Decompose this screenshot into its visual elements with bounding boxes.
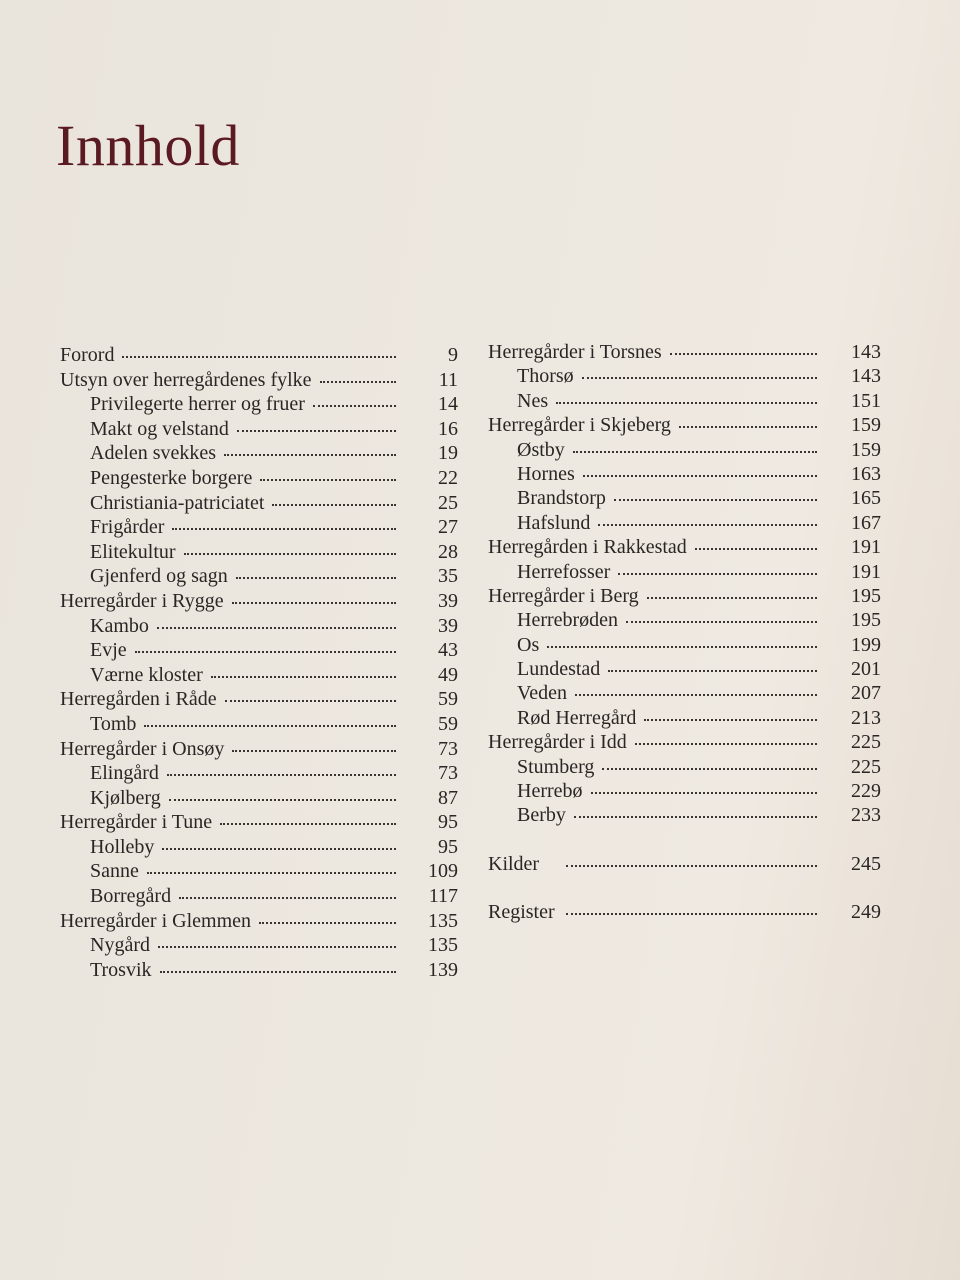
page-number: 167 [851, 511, 881, 534]
dot-leader [179, 896, 396, 899]
dot-leader [172, 527, 396, 530]
page-number: 73 [438, 762, 458, 785]
toc-entry [488, 463, 881, 487]
entry-title: Herregården i Rakkestad [488, 536, 687, 559]
page-number: 95 [438, 811, 458, 834]
page-number: 191 [851, 536, 881, 559]
page-number: 25 [438, 491, 458, 514]
toc-entry [60, 467, 458, 492]
entry-title: Herregårder i Rygge [60, 589, 224, 612]
page-number: 225 [851, 755, 881, 778]
dot-leader [547, 645, 817, 648]
entry-title: Herregårder i Skjeberg [488, 414, 671, 437]
entry-title: Brandstorp [517, 487, 606, 510]
toc-entry [60, 565, 458, 590]
entry-title: Herrebrøden [517, 609, 619, 632]
toc-entry [488, 512, 881, 536]
page-number: 14 [438, 393, 458, 416]
dot-leader [313, 404, 396, 407]
page-number: 207 [851, 682, 881, 705]
toc-entry [60, 516, 458, 541]
entry-title: Nes [517, 389, 549, 412]
toc-entry [60, 369, 458, 394]
entry-title: Nygård [90, 934, 150, 957]
dot-leader [598, 523, 817, 526]
dot-leader [626, 620, 817, 623]
entry-title: Hafslund [517, 511, 591, 534]
page-number: 225 [851, 731, 881, 754]
dot-leader [237, 429, 396, 432]
toc-entry [488, 585, 881, 609]
dot-leader [618, 572, 817, 575]
dot-leader [644, 718, 817, 721]
dot-leader [158, 945, 396, 948]
entry-title: Herregårder i Berg [488, 584, 639, 607]
page-number: 195 [851, 609, 881, 632]
entry-title: Frigårder [90, 516, 165, 539]
toc-entry [488, 731, 881, 755]
page-number: 143 [851, 341, 881, 363]
toc-entry [60, 590, 458, 615]
toc-entry [60, 418, 458, 443]
entry-title: Veden [517, 682, 567, 705]
page-number: 135 [428, 934, 458, 957]
entry-title: Herregårder i Onsøy [60, 737, 225, 760]
page-number: 139 [428, 958, 458, 981]
page-number: 245 [851, 852, 881, 875]
dot-leader [591, 791, 817, 794]
page-number: 35 [438, 565, 458, 588]
toc-entry [60, 664, 458, 689]
entry-title: Kambo [90, 614, 149, 637]
entry-title: Tomb [90, 712, 137, 735]
toc-entry [60, 688, 458, 713]
toc-left-column [60, 344, 458, 983]
page-number: 39 [438, 589, 458, 612]
dot-leader [608, 669, 817, 672]
entry-title: Hornes [517, 462, 575, 485]
page-number: 159 [851, 414, 881, 437]
toc-entry [60, 836, 458, 861]
dot-leader [573, 450, 817, 453]
page-number: 95 [438, 835, 458, 858]
toc-entry [60, 442, 458, 467]
toc-end-entry-wrap [488, 853, 881, 901]
dot-leader [679, 425, 817, 428]
dot-leader [236, 576, 396, 579]
dot-leader [167, 773, 396, 776]
dot-leader [635, 742, 817, 745]
page-number: 19 [438, 442, 458, 465]
toc-entry [60, 713, 458, 738]
toc-entry [60, 959, 458, 984]
toc-entry [488, 609, 881, 633]
dot-leader [232, 601, 396, 604]
dot-leader [272, 503, 396, 506]
toc-entry [488, 804, 881, 828]
dot-leader [157, 626, 396, 629]
entry-title: Register [488, 901, 555, 924]
section-spacer [488, 877, 881, 901]
dot-leader [614, 498, 817, 501]
page-number: 143 [851, 365, 881, 388]
entry-title: Herregården i Råde [60, 688, 217, 711]
entry-title: Kilder [488, 852, 540, 875]
entry-title: Elitekultur [90, 540, 176, 563]
page-number: 151 [851, 389, 881, 412]
page-number: 117 [428, 885, 458, 908]
page-number: 249 [851, 901, 881, 924]
page-number: 22 [438, 466, 458, 489]
page-number: 233 [851, 804, 881, 827]
entry-title: Christiania-patriciatet [90, 491, 265, 514]
entry-title: Thorsø [517, 365, 574, 388]
dot-leader [211, 675, 396, 678]
dot-leader [135, 650, 396, 653]
entry-title: Pengesterke borgere [90, 466, 253, 489]
page-number: 109 [428, 860, 458, 883]
entry-title: Herrebø [517, 780, 583, 803]
toc-entry [488, 634, 881, 658]
entry-title: Privilegerte herrer og fruer [90, 393, 305, 416]
page-number: 199 [851, 633, 881, 656]
dot-leader [220, 822, 396, 825]
toc-entry [60, 787, 458, 812]
entry-title: Os [517, 633, 540, 656]
dot-leader [122, 355, 396, 358]
toc-entry [60, 910, 458, 935]
toc-entry [60, 885, 458, 910]
page-number: 16 [438, 417, 458, 440]
dot-leader [566, 912, 817, 915]
toc-entry [488, 341, 881, 365]
dot-leader [602, 767, 817, 770]
dot-leader [320, 380, 396, 383]
page-number: 59 [438, 688, 458, 711]
toc-entry [60, 393, 458, 418]
toc-entry [60, 811, 458, 836]
entry-title: Borregård [90, 885, 172, 908]
dot-leader [556, 401, 817, 404]
page-number: 159 [851, 438, 881, 461]
page-number: 163 [851, 462, 881, 485]
entry-title: Herregårder i Glemmen [60, 909, 252, 932]
page-number: 28 [438, 540, 458, 563]
entry-title: Herrefosser [517, 560, 611, 583]
dot-leader [184, 552, 396, 555]
page-number: 39 [438, 614, 458, 637]
toc-entry [488, 536, 881, 560]
entry-title: Rød Herregård [517, 706, 637, 729]
page-number: 195 [851, 584, 881, 607]
page-number: 213 [851, 706, 881, 729]
entry-title: Utsyn over herregårdenes fylke [60, 368, 312, 391]
entry-title: Herregårder i Tune [60, 811, 213, 834]
entry-title: Gjenferd og sagn [90, 565, 228, 588]
toc-entry [488, 707, 881, 731]
toc-entry [60, 639, 458, 664]
dot-leader [695, 547, 817, 550]
dot-leader [224, 453, 396, 456]
toc-entry [60, 934, 458, 959]
entry-title: Makt og velstand [90, 417, 229, 440]
page-number: 229 [851, 780, 881, 803]
dot-leader [147, 871, 396, 874]
entry-title: Sanne [90, 860, 139, 883]
toc-entry [488, 756, 881, 780]
dot-leader [575, 693, 817, 696]
toc-entry [488, 658, 881, 682]
entry-title: Værne kloster [90, 663, 203, 686]
dot-leader [232, 749, 396, 752]
page-number: 11 [438, 368, 458, 391]
page-number: 87 [438, 786, 458, 809]
section-spacer [488, 829, 881, 853]
toc-entry [488, 901, 881, 925]
dot-leader [574, 815, 817, 818]
toc-end-entry-wrap [488, 901, 881, 925]
page-number: 165 [851, 487, 881, 510]
dot-leader [144, 724, 396, 727]
dot-leader [160, 970, 396, 973]
toc-entry [60, 738, 458, 763]
page-number: 201 [851, 658, 881, 681]
toc-entry [488, 365, 881, 389]
dot-leader [670, 352, 817, 355]
page-number: 9 [448, 344, 458, 366]
toc-entry [488, 439, 881, 463]
toc-entry [488, 487, 881, 511]
entry-title: Elingård [90, 762, 159, 785]
page-number: 191 [851, 560, 881, 583]
page-number: 59 [438, 712, 458, 735]
entry-title: Stumberg [517, 755, 595, 778]
entry-title: Herregårder i Idd [488, 731, 627, 754]
entry-title: Herregårder i Torsnes [488, 341, 662, 363]
entry-title: Evje [90, 639, 127, 662]
toc-entry [60, 762, 458, 787]
toc-entry [488, 853, 881, 877]
page-number: 135 [428, 909, 458, 932]
toc-right-column [488, 341, 881, 926]
dot-leader [647, 596, 817, 599]
toc-entry [60, 615, 458, 640]
page-title: Innhold [56, 113, 240, 178]
entry-title: Forord [60, 344, 115, 366]
toc-entry [488, 682, 881, 706]
page-number: 49 [438, 663, 458, 686]
dot-leader [259, 921, 396, 924]
dot-leader [169, 798, 396, 801]
toc-entry [60, 860, 458, 885]
toc-entry [60, 344, 458, 369]
dot-leader [162, 847, 396, 850]
entry-title: Berby [517, 804, 566, 827]
toc-entry [488, 414, 881, 438]
toc-entry [60, 541, 458, 566]
entry-title: Kjølberg [90, 786, 161, 809]
toc-entry [488, 780, 881, 804]
page-number: 73 [438, 737, 458, 760]
dot-leader [582, 376, 817, 379]
toc-entry [488, 561, 881, 585]
dot-leader [583, 474, 817, 477]
entry-title: Adelen svekkes [90, 442, 217, 465]
entry-title: Holleby [90, 835, 155, 858]
toc-entry [60, 492, 458, 517]
page-number: 43 [438, 639, 458, 662]
entry-title: Lundestad [517, 658, 601, 681]
dot-leader [260, 478, 396, 481]
entry-title: Trosvik [90, 958, 152, 981]
toc-entry [488, 390, 881, 414]
page-number: 27 [438, 516, 458, 539]
entry-title: Østby [517, 438, 565, 461]
dot-leader [566, 864, 817, 867]
dot-leader [225, 699, 396, 702]
